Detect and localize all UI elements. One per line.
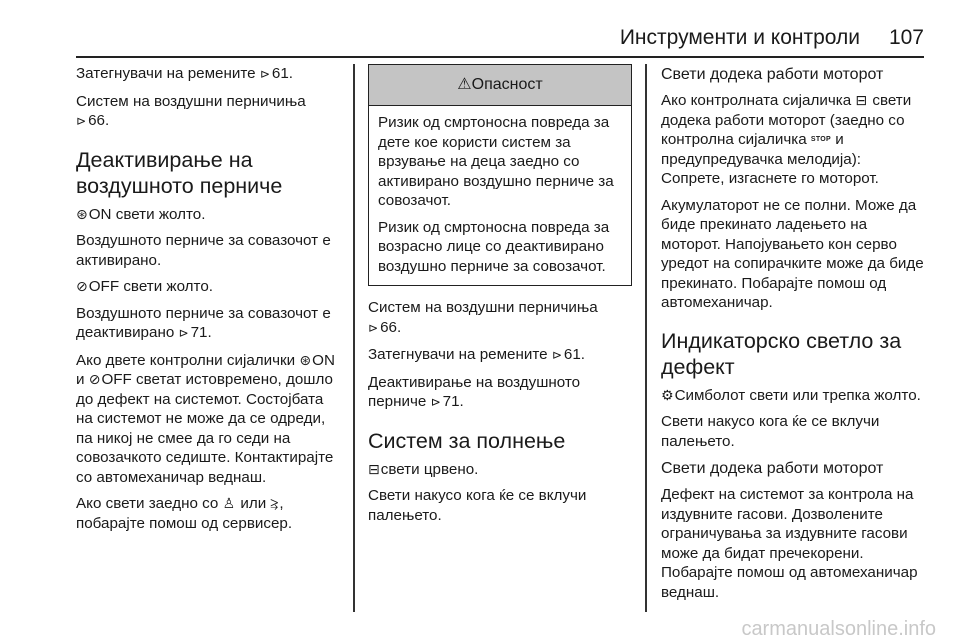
page-ref-arrow-icon: ⊳ bbox=[430, 395, 441, 409]
cross-reference: Систем на воздушни перничиња ⊳ 66. bbox=[368, 299, 598, 336]
section-heading: Систем за полнење bbox=[368, 428, 566, 453]
paragraph: Акумулаторот не се полни. Може да биде прекинато ладењето на моторот. Напојувањето кон серво уредот на сопирачките може да биде прекинато. Побарајте помош од автомеханичар. bbox=[661, 196, 924, 312]
paragraph: Ако двете контролни сијалички ⊛ON и ⊘OFF светат истовремено, дошло до дефект на системот. Состојбата на системот не може да се одреди, па никој не смее да го седи на совозачкото седиште. Контактирајте со автомеханичар веднаш. bbox=[76, 351, 335, 486]
danger-warning-box bbox=[368, 64, 632, 286]
page-ref-link[interactable]: 66. bbox=[380, 318, 402, 336]
page-ref-link[interactable]: 71. bbox=[190, 324, 212, 341]
warning-triangle-icon: ⚠ bbox=[457, 76, 472, 93]
subsection-heading: Свети додека работи моторот bbox=[661, 460, 884, 478]
battery-icon: ⊟ bbox=[855, 92, 868, 108]
cross-reference: Затегнувачи на ремените ⊳ 61. bbox=[76, 65, 294, 82]
seat-icon: ⥸ bbox=[270, 495, 279, 511]
column-divider bbox=[645, 64, 647, 612]
airbag-on-icon: ⊛ bbox=[76, 205, 88, 222]
subsection-heading: Свети додека работи моторот bbox=[661, 66, 884, 83]
paragraph: Воздушното перниче за совазочот е деактивирано ⊳ 71. bbox=[76, 304, 331, 341]
paragraph: Воздушното перниче за совазочот е активирано. bbox=[76, 232, 331, 269]
paragraph: Ако свети заедно со ♙ или ⥸, побарајте помош од сервисер. bbox=[76, 495, 293, 532]
paragraph: Дефект на системот за контрола на издувните гасови. Дозволените ограничувања за издувните гасови може да бидат пречекорени. Побарајте помош од автомеханичар веднаш. bbox=[661, 486, 918, 601]
paragraph: Ризик од смртоносна повреда за возрасно лице со деактивирано воздушно перниче за совозачот. bbox=[378, 218, 610, 275]
airbag-on-icon: ⊛ bbox=[299, 351, 312, 368]
header-divider bbox=[76, 56, 924, 58]
stop-icon: STOP bbox=[810, 136, 832, 144]
seatbelt-icon: ♙ bbox=[222, 495, 236, 511]
page-number: 107 bbox=[888, 26, 924, 49]
paragraph: ⊛ON свети жолто. bbox=[76, 205, 206, 223]
page-ref-arrow-icon: ⊳ bbox=[551, 348, 562, 362]
paragraph: Ризик од смртоносна повреда за дете кое користи систем за врзување на деца заедно со активирано воздушно перниче за совозачот. bbox=[378, 114, 614, 209]
page-ref-arrow-icon: ⊳ bbox=[368, 320, 379, 335]
page-ref-arrow-icon: ⊳ bbox=[259, 67, 270, 81]
section-heading: Деактивирање на воздушното перниче bbox=[76, 147, 283, 198]
cross-reference: Затегнувачи на ремените ⊳ 61. bbox=[368, 346, 586, 363]
engine-check-icon: ⚙ bbox=[661, 386, 674, 403]
paragraph: ⊘OFF свети жолто. bbox=[76, 278, 213, 295]
cross-reference: Деактивирање на воздушното перниче ⊳ 71. bbox=[368, 373, 581, 410]
page-header bbox=[0, 0, 960, 62]
warning-header: ⚠Опасност bbox=[369, 65, 631, 106]
page-ref-link[interactable]: 66. bbox=[88, 112, 110, 129]
page-ref-link[interactable]: 61. bbox=[271, 65, 294, 82]
paragraph: Свети накусо кога ќе се вклучи палењето. bbox=[661, 413, 880, 450]
paragraph: ⚙Симболот свети или трепка жолто. bbox=[661, 386, 921, 404]
page-ref-link[interactable]: 71. bbox=[442, 393, 464, 410]
column-2 bbox=[368, 64, 632, 532]
column-3 bbox=[661, 64, 927, 609]
page-ref-link[interactable]: 61. bbox=[563, 346, 586, 363]
section-heading: Индикаторско светло за дефект bbox=[661, 328, 902, 379]
page-title: Инструменти и контроли bbox=[619, 26, 860, 49]
watermark: carmanualsonline.info bbox=[741, 618, 936, 640]
airbag-off-icon: ⊘ bbox=[88, 371, 101, 387]
paragraph: Свети накусо кога ќе се вклучи палењето. bbox=[368, 487, 587, 524]
battery-icon: ⊟ bbox=[368, 460, 380, 477]
column-1 bbox=[76, 64, 344, 540]
warning-body bbox=[369, 106, 631, 285]
page-ref-arrow-icon: ⊳ bbox=[178, 326, 189, 340]
paragraph: Ако контролната сијаличка ⊟ свети додека работи моторот (заедно со контролна сијаличка STOP и предупредувачка мелодија): Сопрете, изгаснете го моторот. bbox=[661, 92, 912, 188]
airbag-off-icon: ⊘ bbox=[76, 278, 88, 294]
column-divider bbox=[353, 64, 355, 612]
page-ref-arrow-icon: ⊳ bbox=[76, 114, 87, 128]
cross-reference: Систем на воздушни перничиња ⊳ 66. bbox=[76, 92, 306, 129]
paragraph: ⊟свети црвено. bbox=[368, 460, 479, 478]
